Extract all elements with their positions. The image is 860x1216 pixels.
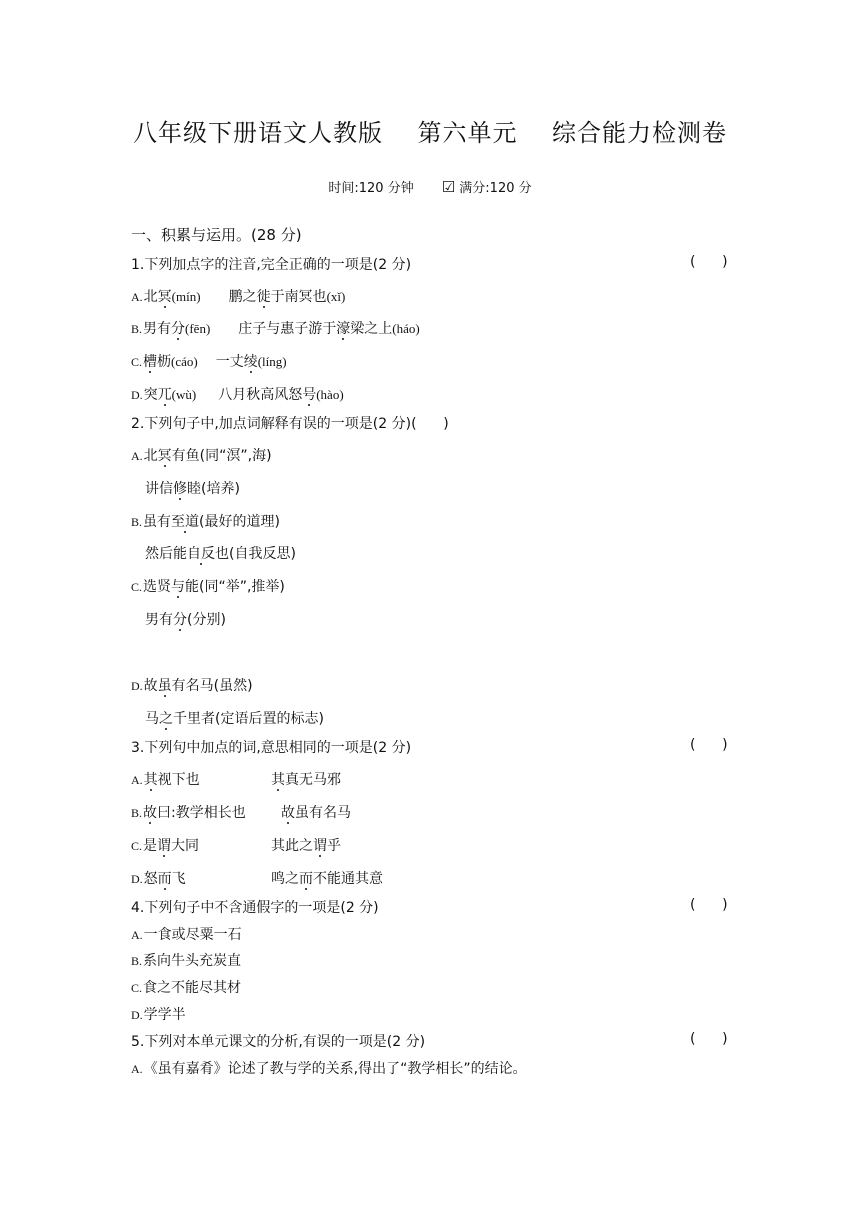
- q4-option-d: D.学学半: [131, 1007, 186, 1023]
- q3-option-d: D.怒而飞 鸣之而不能通其意: [131, 868, 186, 888]
- q3-option-a: A.其视下也 其真无马邪: [131, 769, 200, 789]
- check-box-icon: ☑: [441, 178, 456, 196]
- q1-option-b: B.男有分(fēn) 庄子与惠子游于濠梁之上(háo): [131, 321, 420, 337]
- q2-option-c-2: 男有分(分别): [145, 612, 226, 628]
- answer-bracket-3: ( ): [690, 737, 728, 753]
- full-score: 满分:120 分: [459, 181, 532, 196]
- q2-option-d-2: 马之千里者(定语后置的标志): [145, 711, 324, 727]
- q3-option-d-right: 鸣之而不能通其意: [271, 871, 383, 887]
- q3-option-b: B.故曰:教学相长也 故虽有名马: [131, 802, 246, 822]
- q3-option-b-right: 故虽有名马: [281, 805, 351, 821]
- page-title: 八年级下册语文人教版 第六单元 综合能力检测卷: [132, 119, 728, 147]
- exam-meta: [0, 177, 860, 196]
- q2-option-b-1: B.虽有至道(最好的道理): [131, 514, 280, 530]
- q3-option-c: C.是谓大同 其此之谓乎: [131, 835, 199, 855]
- answer-bracket-4: ( ): [690, 897, 728, 913]
- q2-option-a-1: A.北冥有鱼(同“溟”,海): [131, 448, 272, 464]
- q3-option-a-right: 其真无马邪: [271, 772, 341, 788]
- q3-option-c-right: 其此之谓乎: [271, 838, 341, 854]
- question-5-stem: 5.下列对本单元课文的分析,有误的一项是(2 分): [131, 1034, 426, 1050]
- q1-option-c: C.槽枥(cáo) 一丈绫(líng): [131, 354, 287, 370]
- q4-option-a: A.一食或尽粟一石: [131, 927, 242, 943]
- q2-option-c-1: C.选贤与能(同“举”,推举): [131, 579, 285, 595]
- q4-option-b: B.系向牛头充炭直: [131, 953, 242, 969]
- question-4-stem: 4.下列句子中不含通假字的一项是(2 分): [131, 900, 379, 916]
- answer-bracket-5: ( ): [690, 1031, 728, 1047]
- time-limit: 时间:120 分钟: [328, 181, 414, 196]
- section-heading: 一、积累与运用。(28 分): [131, 226, 302, 244]
- q4-option-c: C.食之不能尽其材: [131, 980, 242, 996]
- q5-option-a: A.《虽有嘉肴》论述了教与学的关系,得出了“教学相长”的结论。: [131, 1061, 527, 1077]
- q1-option-a: A.北冥(mín) 鹏之徙于南冥也(xǐ): [131, 289, 346, 305]
- q2-option-d-1: D.故虽有名马(虽然): [131, 678, 253, 694]
- q2-option-a-2: 讲信修睦(培养): [145, 481, 240, 497]
- q1-option-d: D.突兀(wù) 八月秋高风怒号(hào): [131, 387, 344, 403]
- question-2-stem: 2.下列句子中,加点词解释有误的一项是(2 分)( ): [131, 416, 449, 432]
- question-1-stem: 1.下列加点字的注音,完全正确的一项是(2 分): [131, 257, 412, 273]
- answer-bracket-1: ( ): [690, 254, 728, 270]
- question-3-stem: 3.下列句中加点的词,意思相同的一项是(2 分): [131, 740, 412, 756]
- q2-option-b-2: 然后能自反也(自我反思): [145, 546, 296, 562]
